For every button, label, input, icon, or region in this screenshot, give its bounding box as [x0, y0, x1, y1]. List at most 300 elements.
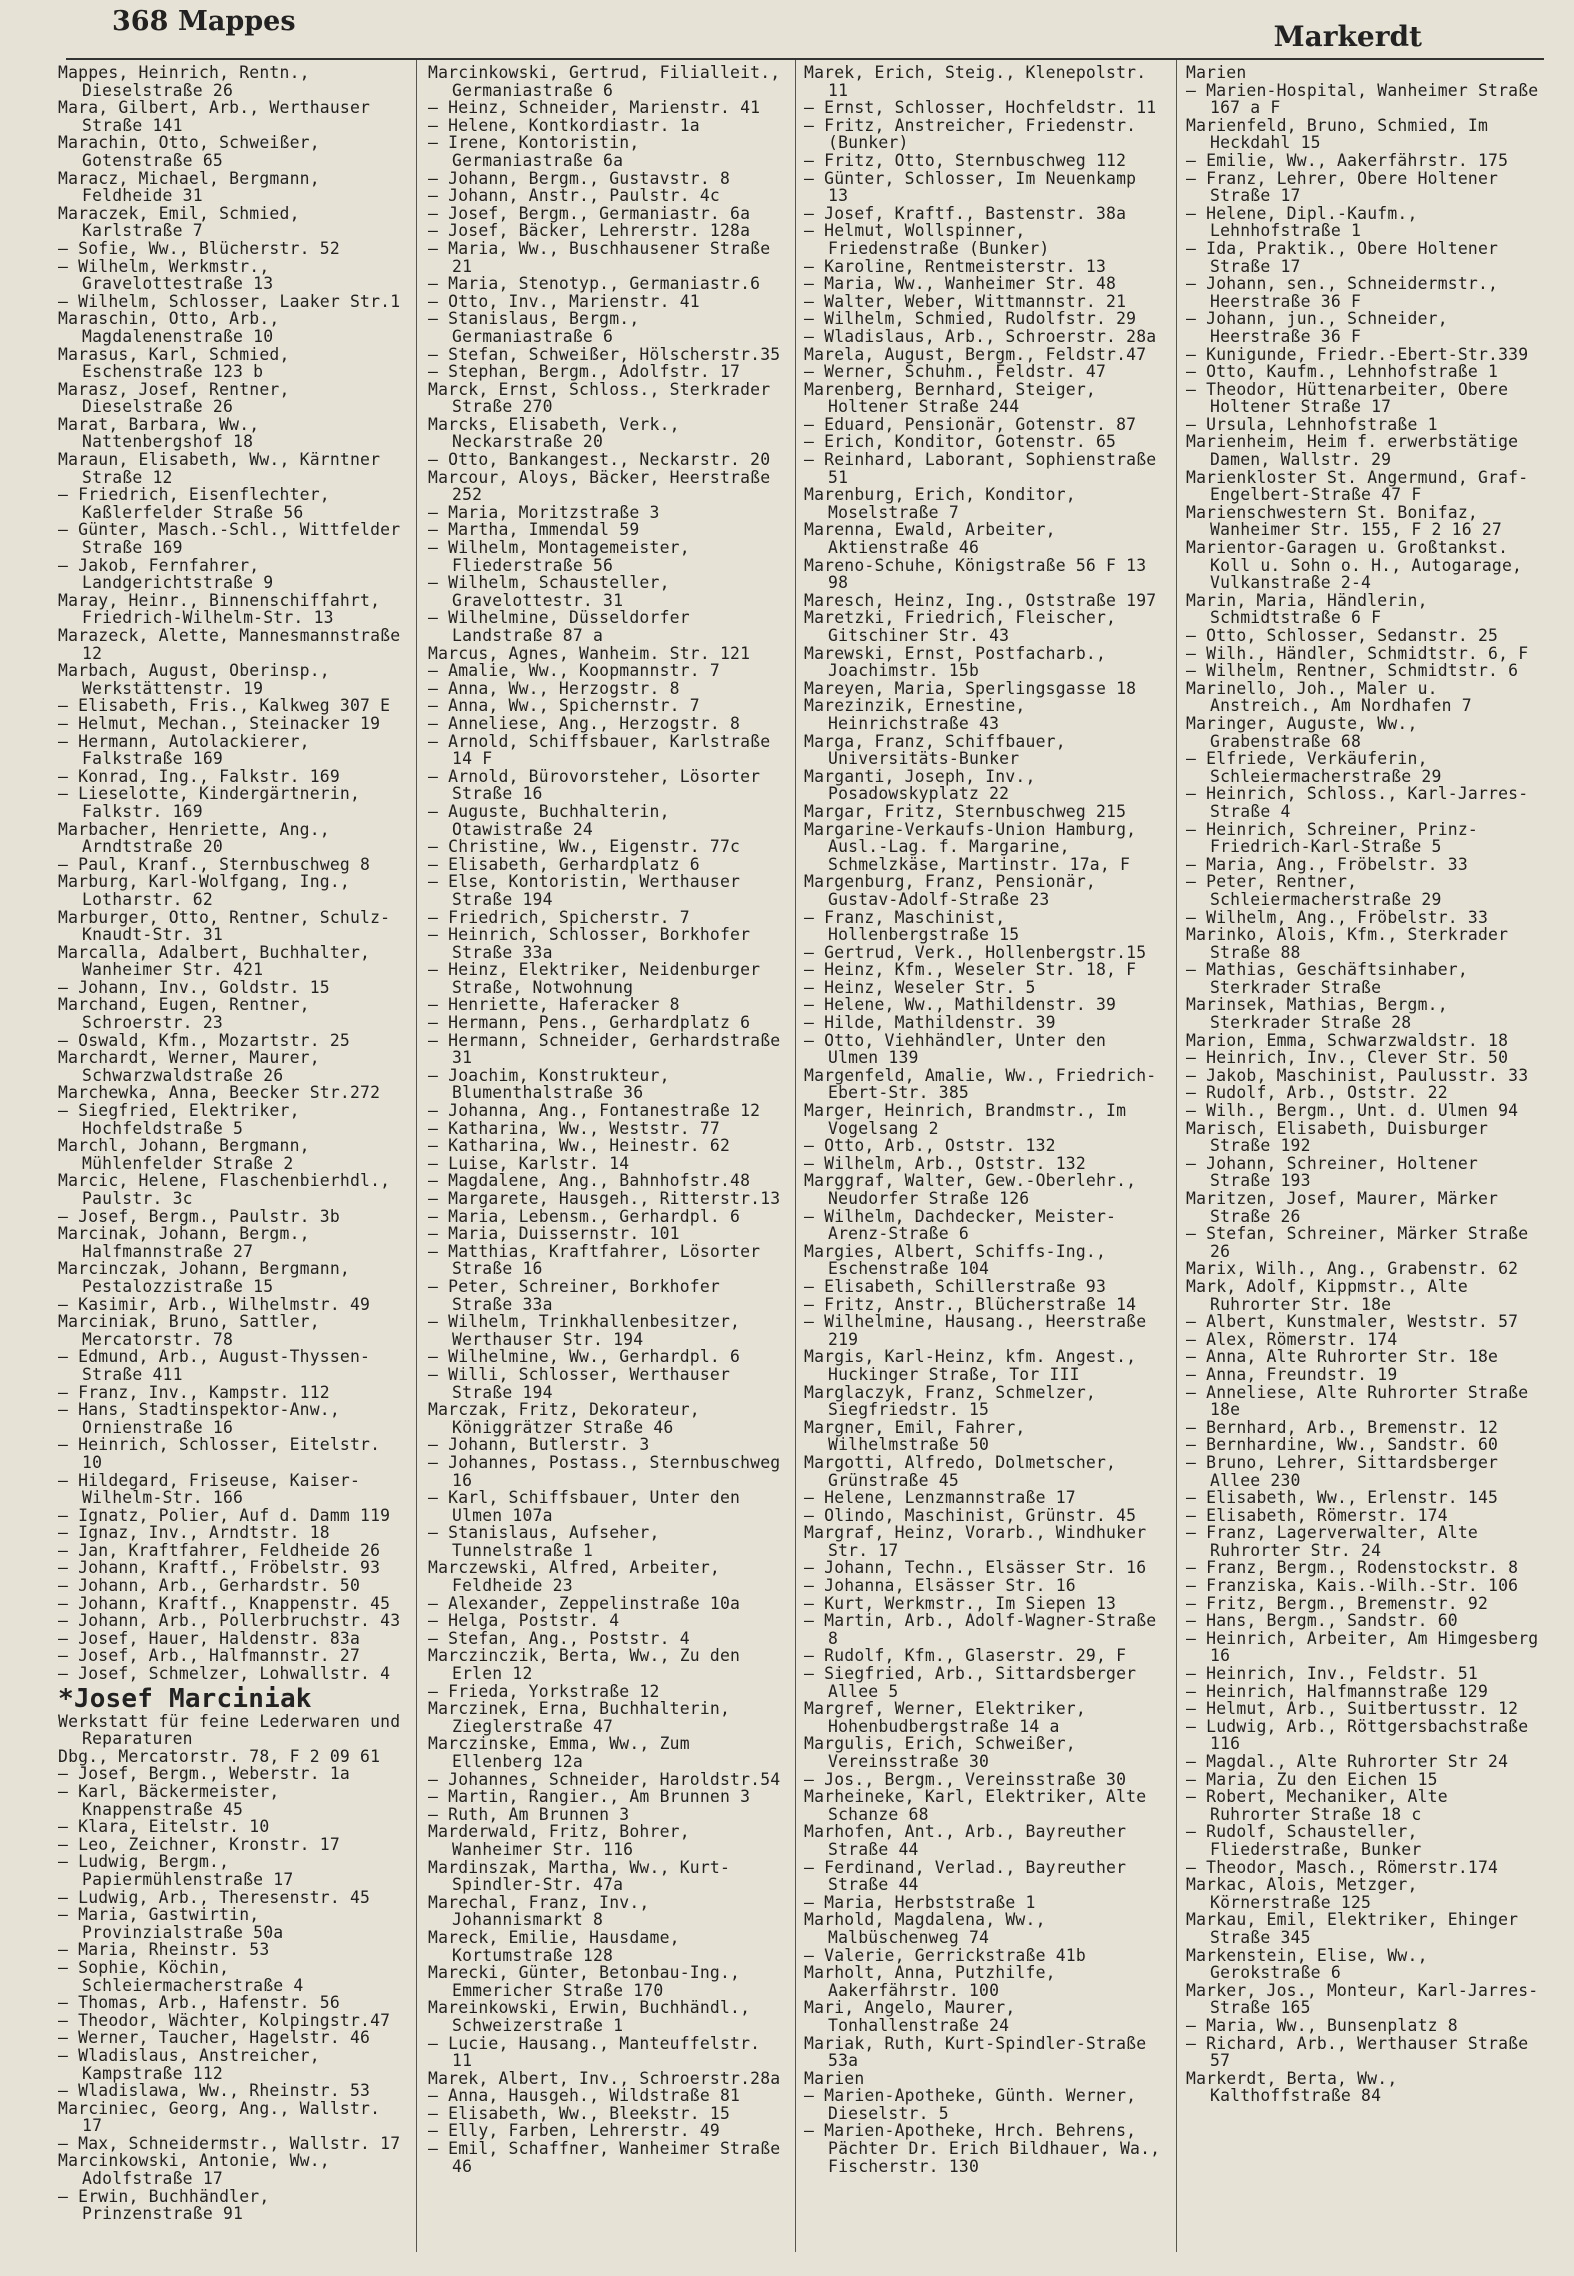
directory-entry: — Ludwig, Arb., Röttgersbachstraße 116 [1186, 1716, 1529, 1754]
directory-entry: — Magdalene, Ang., Bahnhofstr.48 [428, 1171, 751, 1191]
directory-entry: — Wladislawa, Ww., Rheinstr. 53 [58, 2081, 371, 2101]
directory-entry: — Johann, Bergm., Gustavstr. 8 [428, 168, 731, 188]
directory-entry: — Mathias, Geschäftsinhaber, Sterkrader Straße [1186, 960, 1468, 997]
directory-entry: Maray, Heinr., Binnenschiffahrt, Friedrich-Wilhelm-Str. 13 [58, 590, 381, 628]
directory-entry: Mark, Adolf, Kippmstr., Alte Ruhrorter Str. 18e [1186, 1276, 1468, 1314]
directory-entry: — Arnold, Bürovorsteher, Lösorter Straße 16 [428, 766, 761, 804]
page-header [0, 0, 1574, 62]
directory-entry: — Josef, Kraftf., Bastenstr. 38a [804, 203, 1127, 223]
directory-entry: — Rudolf, Kfm., Glaserstr. 29, F [804, 1646, 1127, 1666]
directory-entry: — Johann, jun., Schneider, Heerstraße 36 F [1186, 309, 1448, 346]
directory-entry: — Maria, Ww., Buschhausener Straße 21 [428, 238, 771, 276]
directory-entry: — Frieda, Yorkstraße 12 [428, 1681, 660, 1701]
directory-entry: Mappes, Heinrich, Rentn., Dieselstraße 26 [58, 64, 310, 100]
directory-entry: — Hildegard, Friseuse, Kaiser-Wilhelm-Str. 166 [58, 1470, 361, 1508]
directory-entry: — Elisabeth, Römerstr. 174 [1186, 1505, 1448, 1525]
directory-entry: — Helmut, Mechan., Steinacker 19 [58, 713, 381, 733]
directory-entry: — Heinrich, Halfmannstraße 129 [1186, 1681, 1489, 1701]
directory-entry: Marek, Erich, Steig., Klenepolstr. 11 [804, 64, 1147, 100]
directory-entry: — Wilhelm, Dachdecker, Meister-Arenz-Straße 6 [804, 1206, 1117, 1244]
directory-entry: Marezinzik, Ernestine, Heinrichstraße 43 [804, 696, 1026, 733]
directory-entry: — Helmut, Wollspinner, Friedenstraße (Bunker) [804, 221, 1050, 258]
directory-entry: — Theodor, Masch., Römerstr.174 [1186, 1857, 1499, 1877]
directory-entry: Marazeck, Alette, Mannesmannstraße 12 [58, 626, 401, 663]
directory-entry: — Johann, Schreiner, Holtener Straße 193 [1186, 1153, 1478, 1191]
directory-entry: — Josef, Bergm., Germaniastr. 6a [428, 203, 751, 223]
directory-entry: — Emilie, Ww., Aakerfährstr. 175 [1186, 150, 1509, 170]
directory-entry: — Martin, Rangier., Am Brunnen 3 [428, 1787, 751, 1807]
directory-entry: Markac, Alois, Metzger, Körnerstraße 125 [1186, 1875, 1418, 1912]
directory-entry: — Josef, Schmelzer, Lohwallstr. 4 [58, 1664, 391, 1684]
directory-entry: — Wilhelm, Montagemeister, Fliederstraße 56 [428, 538, 690, 575]
directory-entry: — Alex, Römerstr. 174 [1186, 1329, 1398, 1349]
directory-entry: Margarine-Verkaufs-Union Hamburg, Ausl.-Lag. f. Margarine, Schmelzkäse, Martinstr. 17a, F [804, 819, 1137, 874]
directory-entry: Marburger, Otto, Rentner, Schulz-Knaudt-Str. 31 [58, 907, 391, 945]
directory-entry: Mardinszak, Martha, Ww., Kurt-Spindler-Str. 47a [428, 1857, 731, 1895]
directory-entry: Marbacher, Henriette, Ang., Arndtstraße 20 [58, 819, 330, 857]
directory-entry: — Maria, Ww., Wanheimer Str. 48 [804, 274, 1117, 294]
directory-entry: Mara, Gilbert, Arb., Werthauser Straße 141 [58, 98, 371, 135]
directory-entry: — Katharina, Ww., Weststr. 77 [428, 1118, 720, 1138]
directory-entry: Marker, Jos., Monteur, Karl-Jarres-Straße 165 [1186, 1980, 1539, 2018]
directory-entry: Marienkloster St. Angermund, Graf-Engelbert-Straße 47 F [1186, 467, 1529, 505]
directory-entry: Marienheim, Heim f. erwerbstätige Damen, Wallstr. 29 [1186, 432, 1519, 470]
directory-entry: — Karl, Schiffsbauer, Unter den Ulmen 107a [428, 1488, 741, 1525]
directory-entry: — Konrad, Ing., Falkstr. 169 [58, 766, 340, 786]
directory-entry: Maraczek, Emil, Schmied, Karlstraße 7 [58, 203, 300, 241]
directory-entry: — Franz, Maschinist, Hollenbergstraße 15 [804, 907, 1020, 945]
directory-entry: — Olindo, Maschinist, Grünstr. 45 [804, 1505, 1137, 1525]
column-divider [416, 60, 417, 2252]
directory-entry: — Helene, Ww., Mathildenstr. 39 [804, 995, 1117, 1015]
directory-entry: Marczak, Fritz, Dekorateur, Königgrätzer Straße 46 [428, 1400, 700, 1437]
directory-entry: — Martin, Arb., Adolf-Wagner-Straße 8 [804, 1611, 1157, 1648]
directory-entry: *Josef Marciniak [58, 1683, 312, 1714]
directory-entry: — Erich, Konditor, Gotenstr. 65 [804, 432, 1117, 452]
directory-entry: — Anna, Ww., Herzogstr. 8 [428, 678, 680, 698]
directory-entry: — Otto, Schlosser, Sedanstr. 25 [1186, 626, 1499, 645]
directory-entry: — Bernhardine, Ww., Sandstr. 60 [1186, 1435, 1499, 1455]
directory-entry: — Hilde, Mathildenstr. 39 [804, 1013, 1056, 1033]
directory-entry: Marien [804, 2068, 865, 2088]
directory-entry: Marga, Franz, Schiffbauer, Universitäts-Bunker [804, 731, 1066, 769]
directory-entry: — Richard, Arb., Werthauser Straße 57 [1186, 2033, 1529, 2071]
directory-entry: — Johann, Anstr., Paulstr. 4c [428, 186, 720, 206]
directory-entry: — Franz, Inv., Kampstr. 112 [58, 1382, 330, 1402]
directory-entry: — Maria, Lebensm., Gerhardpl. 6 [428, 1206, 741, 1226]
directory-entry: — Fritz, Bergm., Bremenstr. 92 [1186, 1593, 1489, 1613]
directory-entry: — Eduard, Pensionär, Gotenstr. 87 [804, 414, 1137, 434]
directory-entry: — Wilhelm, Schausteller, Gravelottestr. 31 [428, 573, 670, 610]
directory-entry: Markenstein, Elise, Ww., Gerokstraße 6 [1186, 1945, 1428, 1983]
directory-entry: — Stefan, Schweißer, Hölscherstr.35 [428, 344, 781, 364]
directory-entry: — Otto, Arb., Oststr. 132 [804, 1136, 1056, 1156]
directory-entry: — Josef, Bäcker, Lehrerstr. 128a [428, 221, 751, 241]
directory-entry: — Valerie, Gerrickstraße 41b [804, 1945, 1086, 1965]
directory-entry: — Kurt, Werkmstr., Im Siepen 13 [804, 1593, 1117, 1613]
directory-entry: Marinello, Joh., Maler u. Anstreich., Am Nordhafen 7 [1186, 678, 1472, 716]
directory-entry: — Ruth, Am Brunnen 3 [428, 1804, 630, 1824]
directory-entry: — Klara, Eitelstr. 10 [58, 1817, 270, 1837]
directory-entry: — Otto, Viehhändler, Unter den Ulmen 139 [804, 1030, 1107, 1068]
directory-entry: — Katharina, Ww., Heinestr. 62 [428, 1136, 731, 1156]
directory-entry: Marczinczik, Berta, Ww., Zu den Erlen 12 [428, 1646, 741, 1684]
directory-entry: — Martha, Immendal 59 [428, 520, 640, 540]
directory-entry: Marchewka, Anna, Beecker Str.272 [58, 1083, 381, 1103]
directory-entry: — Bernhard, Arb., Bremenstr. 12 [1186, 1417, 1499, 1437]
directory-entry: Margar, Fritz, Sternbuschweg 215 [804, 801, 1127, 821]
directory-entry: — Henriette, Haferacker 8 [428, 995, 680, 1015]
directory-entry: — Christine, Ww., Eigenstr. 77c [428, 837, 741, 857]
directory-entry: — Günter, Masch.-Schl., Wittfelder Straße 169 [58, 520, 401, 558]
directory-entry: — Wilhelm, Arb., Oststr. 132 [804, 1153, 1086, 1173]
directory-entry: — Werner, Taucher, Hagelstr. 46 [58, 2028, 371, 2048]
directory-entry: — Johanna, Ang., Fontanestraße 12 [428, 1101, 761, 1121]
directory-entry: — Stanislaus, Aufseher, Tunnelstraße 1 [428, 1523, 660, 1560]
directory-entry: — Karoline, Rentmeisterstr. 13 [804, 256, 1107, 276]
directory-entry: — Fritz, Anstr., Blücherstraße 14 [804, 1294, 1137, 1314]
directory-entry: — Johann, sen., Schneidermstr., Heerstraße 36 F [1186, 274, 1499, 311]
directory-entry: — Maria, Herbststraße 1 [804, 1892, 1036, 1912]
directory-entry: — Elisabeth, Fris., Kalkweg 307 E [58, 696, 391, 716]
directory-entry: — Wladislaus, Arb., Schroerstr. 28a [804, 326, 1157, 346]
directory-entry: Margis, Karl-Heinz, kfm. Angest., Huckinger Straße, Tor III [804, 1347, 1137, 1384]
directory-entry: — Jakob, Maschinist, Paulusstr. 33 [1186, 1065, 1529, 1085]
directory-entry: — Maria, Moritzstraße 3 [428, 502, 660, 522]
directory-entry: Margulis, Erich, Schweißer, Vereinsstraße 30 [804, 1734, 1076, 1771]
directory-entry: Maretzki, Friedrich, Fleischer, Gitschiner Str. 43 [804, 608, 1117, 645]
directory-entry: — Magdal., Alte Ruhrorter Str 24 [1186, 1752, 1509, 1771]
directory-entry: — Heinrich, Schloss., Karl-Jarres-Straße 4 [1186, 784, 1529, 821]
directory-entry: — Erwin, Buchhändler, Prinzenstraße 91 [58, 2186, 270, 2224]
directory-entry: — Johann, Arb., Pollerbruchstr. 43 [58, 1611, 401, 1631]
directory-entry: Maresch, Heinz, Ing., Oststraße 197 [804, 590, 1157, 610]
directory-entry: Mariak, Ruth, Kurt-Spindler-Straße 53a [804, 2033, 1147, 2071]
directory-entry: — Hans, Bergm., Sandstr. 60 [1186, 1611, 1458, 1631]
directory-entry: — Anneliese, Alte Ruhrorter Straße 18e [1186, 1382, 1529, 1420]
directory-entry: — Maria, Stenotyp., Germaniastr.6 [428, 274, 761, 294]
directory-entry: Marchand, Eugen, Rentner, Schroerstr. 23 [58, 995, 310, 1033]
directory-entry: — Helene, Lenzmannstraße 17 [804, 1488, 1076, 1508]
column-4 [1186, 64, 1542, 2252]
directory-entry: — Franziska, Kais.-Wilh.-Str. 106 [1186, 1576, 1519, 1596]
column-divider [1176, 60, 1177, 2252]
directory-entry: Marhold, Magdalena, Ww., Malbüschenweg 74 [804, 1910, 1046, 1947]
directory-entry: Marhofen, Ant., Arb., Bayreuther Straße 44 [804, 1822, 1127, 1859]
directory-entry: — Irene, Kontoristin, Germaniastraße 6a [428, 133, 640, 170]
directory-entry: Marinsek, Mathias, Bergm., Sterkrader Straße 28 [1186, 995, 1448, 1033]
directory-entry: — Ludwig, Bergm., Papiermühlenstraße 17 [58, 1852, 294, 1889]
directory-entry: Marczinske, Emma, Ww., Zum Ellenberg 12a [428, 1734, 690, 1771]
directory-entry: — Wilhelm, Schlosser, Laaker Str.1 [58, 291, 401, 311]
directory-entry: Marcks, Elisabeth, Verk., Neckarstraße 20 [428, 414, 680, 452]
directory-entry: Margenburg, Franz, Pensionär, Gustav-Adolf-Straße 23 [804, 872, 1096, 909]
directory-entry: Marger, Heinrich, Brandmstr., Im Vogelsang 2 [804, 1101, 1127, 1138]
directory-entry: — Helmut, Arb., Suitbertusstr. 12 [1186, 1699, 1519, 1719]
column-3 [804, 64, 1166, 2252]
directory-entry: — Franz, Lehrer, Obere Holtener Straße 17 [1186, 168, 1499, 206]
directory-entry: Maraschin, Otto, Arb., Magdalenenstraße 10 [58, 309, 280, 346]
directory-entry: — Joachim, Konstrukteur, Blumenthalstraße 36 [428, 1065, 670, 1103]
directory-entry: Maraun, Elisabeth, Ww., Kärntner Straße 12 [58, 450, 381, 487]
directory-entry: Marientor-Garagen u. Großtankst. Koll u. Sohn o. H., Autogarage, Vulkanstraße 2-4 [1186, 538, 1523, 593]
directory-entry: — Emil, Schaffner, Wanheimer Straße 46 [428, 2139, 781, 2176]
directory-entry: — Wilhelmine, Ww., Gerhardpl. 6 [428, 1347, 741, 1367]
directory-entry: — Hermann, Schneider, Gerhardstraße 31 [428, 1030, 781, 1068]
directory-entry: — Jos., Bergm., Vereinsstraße 30 [804, 1769, 1127, 1789]
directory-entry: Marcic, Helene, Flaschenbierhdl., Paulstr. 3c [58, 1171, 391, 1208]
header-last-entry: Markerdt [1273, 20, 1422, 53]
directory-entry: — Margarete, Hausgeh., Ritterstr.13 [428, 1189, 781, 1208]
directory-entry: Maritzen, Josef, Maurer, Märker Straße 26 [1186, 1189, 1499, 1226]
directory-entry: — Edmund, Arb., August-Thyssen-Straße 411 [58, 1347, 371, 1384]
directory-entry: — Helene, Kontkordiastr. 1a [428, 115, 700, 135]
directory-entry: — Anna, Alte Ruhrorter Str. 18e [1186, 1347, 1499, 1367]
directory-entry: Marasus, Karl, Schmied, Eschenstraße 123 b [58, 344, 290, 382]
directory-entry: — Paul, Kranf., Sternbuschweg 8 [58, 854, 371, 874]
directory-entry: — Anna, Hausgeh., Wildstraße 81 [428, 2086, 741, 2106]
directory-entry: — Otto, Inv., Marienstr. 41 [428, 291, 700, 311]
directory-entry: — Otto, Kaufm., Lehnhofstraße 1 [1186, 362, 1499, 382]
directory-entry: — Elisabeth, Schillerstraße 93 [804, 1276, 1107, 1296]
directory-entry: — Elly, Farben, Lehrerstr. 49 [428, 2121, 720, 2141]
directory-entry: — Johann, Kraftf., Knappenstr. 45 [58, 1593, 391, 1613]
directory-entry: Werkstatt für feine Lederwaren und Reparaturen [58, 1711, 401, 1749]
directory-entry: Mareck, Emilie, Hausdame, Kortumstraße 128 [428, 1927, 680, 1965]
directory-entry: Marien [1186, 64, 1247, 82]
directory-entry: — Ferdinand, Verlad., Bayreuther Straße 44 [804, 1857, 1127, 1895]
directory-entry: — Theodor, Wächter, Kolpingstr.47 [58, 2010, 391, 2030]
directory-entry: Marciniec, Georg, Ang., Wallstr. 17 [58, 2098, 381, 2136]
directory-entry: — Stephan, Bergm., Adolfstr. 17 [428, 362, 741, 382]
directory-entry: — Siegfried, Arb., Sittardsberger Allee 5 [804, 1664, 1137, 1701]
directory-entry: — Luise, Karlstr. 14 [428, 1153, 630, 1173]
directory-entry: — Wilhelm, Trinkhallenbesitzer, Werthauser Str. 194 [428, 1312, 741, 1349]
directory-entry: Marchardt, Werner, Maurer, Schwarzwaldstraße 26 [58, 1048, 320, 1085]
directory-entry: — Ignatz, Polier, Auf d. Damm 119 [58, 1505, 391, 1525]
directory-entry: Maracz, Michael, Bergmann, Feldheide 31 [58, 168, 320, 206]
directory-entry: — Heinrich, Inv., Feldstr. 51 [1186, 1664, 1478, 1684]
directory-entry: Marienfeld, Bruno, Schmied, Im Heckdahl 15 [1186, 115, 1489, 153]
directory-entry: Marcinczak, Johann, Bergmann, Pestalozzistraße 15 [58, 1259, 350, 1296]
directory-entry: Mareinkowski, Erwin, Buchhändl., Schweizerstraße 1 [428, 1998, 751, 2035]
directory-entry: Marenburg, Erich, Konditor, Moselstraße 7 [804, 485, 1076, 522]
directory-entry: Margref, Werner, Elektriker, Hohenbudbergstraße 14 a [804, 1699, 1086, 1736]
directory-entry: — Gertrud, Verk., Hollenbergstr.15 [804, 942, 1147, 962]
directory-entry: Marck, Ernst, Schloss., Sterkrader Straße 270 [428, 379, 771, 417]
directory-entry: Marechal, Franz, Inv., Johannismarkt 8 [428, 1892, 650, 1930]
directory-entry: Marek, Albert, Inv., Schroerstr.28a [428, 2068, 781, 2088]
directory-entry: Marcour, Aloys, Bäcker, Heerstraße 252 [428, 467, 771, 505]
directory-entry: — Hans, Stadtinspektor-Anw., Ornienstraße 16 [58, 1400, 340, 1437]
directory-entry: — Hermann, Pens., Gerhardplatz 6 [428, 1013, 751, 1033]
directory-entry: Marholt, Anna, Putzhilfe, Aakerfährstr. 100 [804, 1963, 1056, 2000]
directory-entry: Marasz, Josef, Rentner, Dieselstraße 26 [58, 379, 290, 417]
directory-entry: — Johann, Inv., Goldstr. 15 [58, 977, 330, 997]
directory-entry: — Else, Kontoristin, Werthauser Straße 194 [428, 872, 741, 909]
column-1 [58, 64, 406, 2252]
directory-entry: — Elisabeth, Ww., Erlenstr. 145 [1186, 1488, 1499, 1508]
directory-entry: Marczinek, Erna, Buchhalterin, Zieglerstraße 47 [428, 1699, 731, 1736]
directory-entry: Marcalla, Adalbert, Buchhalter, Wanheimer Str. 421 [58, 942, 371, 980]
directory-entry: Marewski, Ernst, Postfacharb., Joachimstr. 15b [804, 643, 1107, 681]
directory-entry: Marciniak, Bruno, Sattler, Mercatorstr. 78 [58, 1312, 320, 1349]
directory-entry: Marheineke, Karl, Elektriker, Alte Schanze 68 [804, 1787, 1147, 1824]
directory-entry: — Heinz, Elektriker, Neidenburger Straße, Notwohnung [428, 960, 761, 997]
directory-entry: — Peter, Schreiner, Borkhofer Straße 33a [428, 1276, 720, 1314]
directory-entry: — Fritz, Anstreicher, Friedenstr. (Bunker) [804, 115, 1137, 153]
directory-entry: — Wilh., Bergm., Unt. d. Ulmen 94 [1186, 1101, 1519, 1121]
directory-entry: — Sofie, Ww., Blücherstr. 52 [58, 238, 340, 258]
directory-entry: — Theodor, Hüttenarbeiter, Obere Holtener Straße 17 [1186, 379, 1509, 417]
directory-entry: — Johann, Butlerstr. 3 [428, 1435, 650, 1455]
directory-entry: — Stefan, Schreiner, Märker Straße 26 [1186, 1224, 1529, 1261]
directory-entry: — Elisabeth, Ww., Bleekstr. 15 [428, 2103, 731, 2123]
directory-entry: Margotti, Alfredo, Dolmetscher, Grünstraße 45 [804, 1452, 1117, 1490]
directory-entry: — Maria, Ang., Fröbelstr. 33 [1186, 854, 1468, 874]
directory-entry: Marinko, Alois, Kfm., Sterkrader Straße 88 [1186, 925, 1509, 962]
directory-entry: Marczewski, Alfred, Arbeiter, Feldheide 23 [428, 1558, 720, 1596]
directory-entry: — Maria, Ww., Bunsenplatz 8 [1186, 2015, 1458, 2035]
page-number: 368 [112, 6, 169, 37]
directory-entry: — Hermann, Autolackierer, Falkstraße 169 [58, 731, 310, 769]
directory-entry: — Kunigunde, Friedr.-Ebert-Str.339 [1186, 344, 1529, 364]
directory-entry: — Marien-Apotheke, Hrch. Behrens, Pächter Dr. Erich Bildhauer, Wa., Fischerstr. 130 [804, 2121, 1161, 2176]
directory-entry: Margenfeld, Amalie, Ww., Friedrich-Ebert-Str. 385 [804, 1065, 1157, 1103]
directory-entry: — Jakob, Fernfahrer, Landgerichtstraße 9 [58, 555, 274, 593]
directory-entry: — Johannes, Postass., Sternbuschweg 16 [428, 1452, 781, 1490]
directory-entry: — Elisabeth, Gerhardplatz 6 [428, 854, 700, 874]
directory-entry: Marela, August, Bergm., Feldstr.47 [804, 344, 1147, 364]
directory-entry: — Johannes, Schneider, Haroldstr.54 [428, 1769, 781, 1789]
directory-entry: — Rudolf, Arb., Oststr. 22 [1186, 1083, 1448, 1103]
directory-entry: — Arnold, Schiffsbauer, Karlstraße 14 F [428, 731, 771, 769]
directory-entry: — Anneliese, Ang., Herzogstr. 8 [428, 713, 741, 733]
directory-entry: — Walter, Weber, Wittmannstr. 21 [804, 291, 1127, 311]
directory-entry: — Werner, Schuhm., Feldstr. 47 [804, 362, 1107, 382]
directory-entry: Mareyen, Maria, Sperlingsgasse 18 [804, 678, 1137, 698]
directory-entry: — Johann, Arb., Gerhardstr. 50 [58, 1576, 361, 1596]
header-rule [66, 58, 1544, 60]
directory-entry: — Elfriede, Verkäuferin, Schleiermacherstraße 29 [1186, 749, 1442, 786]
directory-entry: — Wilhelm, Ang., Fröbelstr. 33 [1186, 907, 1489, 927]
directory-entry: — Josef, Arb., Halfmannstr. 27 [58, 1646, 361, 1666]
directory-entry: — Heinrich, Inv., Clever Str. 50 [1186, 1048, 1509, 1068]
directory-entry: Markerdt, Berta, Ww., Kalthoffstraße 84 [1186, 2068, 1398, 2106]
directory-entry: — Wilh., Händler, Schmidtstr. 6, F [1186, 643, 1529, 663]
directory-entry: Marburg, Karl-Wolfgang, Ing., Lotharstr. 62 [58, 872, 350, 909]
directory-entry: — Stanislaus, Bergm., Germaniastraße 6 [428, 309, 640, 346]
directory-entry: — Otto, Bankangest., Neckarstr. 20 [428, 450, 771, 470]
directory-entry: — Siegfried, Elektriker, Hochfeldstraße 5 [58, 1101, 300, 1138]
directory-entry: Marglaczyk, Franz, Schmelzer, Siegfriedstr. 15 [804, 1382, 1096, 1420]
directory-entry: Marenberg, Bernhard, Steiger, Holtener Straße 244 [804, 379, 1096, 417]
directory-entry: Marachin, Otto, Schweißer, Gotenstraße 65 [58, 133, 320, 170]
directory-entry: Maringer, Auguste, Ww., Grabenstraße 68 [1186, 713, 1418, 751]
directory-entry: Marcinkowski, Gertrud, Filialleit., Germaniastraße 6 [428, 64, 781, 100]
directory-entry: — Heinrich, Arbeiter, Am Himgesberg 16 [1186, 1628, 1539, 1666]
directory-entry: — Jan, Kraftfahrer, Feldheide 26 [58, 1540, 381, 1560]
directory-entry: — Albert, Kunstmaler, Weststr. 57 [1186, 1312, 1519, 1332]
directory-entry: — Robert, Mechaniker, Alte Ruhrorter Straße 18 c [1186, 1787, 1448, 1824]
directory-entry: Marbach, August, Oberinsp., Werkstättenstr. 19 [58, 661, 330, 698]
directory-entry: — Oswald, Kfm., Mozartstr. 25 [58, 1030, 350, 1050]
directory-entry: — Leo, Zeichner, Kronstr. 17 [58, 1834, 340, 1854]
directory-entry: — Josef, Bergm., Paulstr. 3b [58, 1206, 340, 1226]
directory-entry: — Maria, Duissernstr. 101 [428, 1224, 680, 1244]
directory-entry: Marcinak, Johann, Bergm., Halfmannstraße 27 [58, 1224, 310, 1261]
directory-entry: — Auguste, Buchhalterin, Otawistraße 24 [428, 801, 670, 839]
directory-entry: — Amalie, Ww., Koopmannstr. 7 [428, 661, 720, 681]
directory-entry: — Heinrich, Schlosser, Eitelstr. 10 [58, 1435, 381, 1472]
directory-entry: Mareno-Schuhe, Königstraße 56 F 13 98 [804, 555, 1147, 593]
directory-entry: — Matthias, Kraftfahrer, Lösorter Straße 16 [428, 1241, 761, 1279]
directory-entry: — Karl, Bäckermeister, Knappenstraße 45 [58, 1782, 280, 1819]
directory-entry: — Franz, Lagerverwalter, Alte Ruhrorter Str. 24 [1186, 1523, 1478, 1560]
directory-entry: — Wilhelm, Schmied, Rudolfstr. 29 [804, 309, 1137, 329]
directory-entry: — Johann, Techn., Elsässer Str. 16 [804, 1558, 1147, 1578]
directory-entry: — Bruno, Lehrer, Sittardsberger Allee 230 [1186, 1452, 1499, 1490]
directory-entry: Marecki, Günter, Betonbau-Ing., Emmericher Straße 170 [428, 1963, 741, 2000]
directory-entry: — Max, Schneidermstr., Wallstr. 17 [58, 2133, 401, 2153]
directory-entry: — Fritz, Otto, Sternbuschweg 112 [804, 150, 1127, 170]
directory-entry: Marisch, Elisabeth, Duisburger Straße 192 [1186, 1118, 1489, 1156]
directory-entry: — Josef, Hauer, Haldenstr. 83a [58, 1628, 361, 1648]
directory-entry: Marion, Emma, Schwarzwaldstr. 18 [1186, 1030, 1509, 1050]
directory-entry: — Wilhelmine, Düsseldorfer Landstraße 87 a [428, 608, 690, 645]
directory-entry: Marggraf, Walter, Gew.-Oberlehr., Neudorfer Straße 126 [804, 1171, 1137, 1208]
directory-entry: — Lieselotte, Kindergärtnerin, Falkstr. 169 [58, 784, 361, 821]
directory-entry: Markau, Emil, Elektriker, Ehinger Straße 345 [1186, 1910, 1519, 1947]
directory-entry: Marderwald, Fritz, Bohrer, Wanheimer Str. 116 [428, 1822, 690, 1859]
directory-entry: — Heinrich, Schlosser, Borkhofer Straße 33a [428, 925, 751, 962]
directory-entry: — Thomas, Arb., Hafenstr. 56 [58, 1993, 340, 2013]
directory-entry: — Helga, Poststr. 4 [428, 1611, 620, 1631]
directory-entry: — Ludwig, Arb., Theresenstr. 45 [58, 1887, 371, 1907]
directory-entry: — Günter, Schlosser, Im Neuenkamp 13 [804, 168, 1137, 206]
directory-entry: — Johanna, Elsässer Str. 16 [804, 1576, 1076, 1596]
directory-entry: — Ernst, Schlosser, Hochfeldstr. 11 [804, 98, 1157, 118]
directory-entry: — Ursula, Lehnhofstraße 1 [1186, 414, 1438, 434]
directory-entry: Marchl, Johann, Bergmann, Mühlenfelder Straße 2 [58, 1136, 310, 1173]
directory-entry: Dbg., Mercatorstr. 78, F 2 09 61 [58, 1746, 381, 1766]
directory-entry: — Heinz, Schneider, Marienstr. 41 [428, 98, 761, 118]
directory-entry: — Wilhelm, Rentner, Schmidtstr. 6 [1186, 661, 1519, 681]
directory-entry: — Stefan, Ang., Poststr. 4 [428, 1628, 690, 1648]
directory-entry: — Reinhard, Laborant, Sophienstraße 51 [804, 450, 1157, 487]
directory-entry: Margies, Albert, Schiffs-Ing., Eschenstraße 104 [804, 1241, 1107, 1279]
directory-entry: — Friedrich, Spicherstr. 7 [428, 907, 690, 927]
directory-entry: — Ignaz, Inv., Arndtstr. 18 [58, 1523, 330, 1543]
directory-entry: — Ida, Praktik., Obere Holtener Straße 17 [1186, 238, 1499, 276]
directory-entry: Margraf, Heinz, Vorarb., Windhuker Str. 17 [804, 1523, 1147, 1560]
directory-entry: — Maria, Gastwirtin, Provinzialstraße 50a [58, 1905, 284, 1942]
directory-entry: — Heinz, Weseler Str. 5 [804, 977, 1036, 997]
directory-entry: Marienschwestern St. Bonifaz, Wanheimer Str. 155, F 2 16 27 [1186, 502, 1502, 540]
directory-entry: — Lucie, Hausang., Manteuffelstr. 11 [428, 2033, 761, 2071]
directory-entry: — Peter, Rentner, Schleiermacherstraße 29 [1186, 872, 1442, 909]
directory-entry: — Sophie, Köchin, Schleiermacherstraße 4 [58, 1957, 304, 1995]
directory-entry: Margner, Emil, Fahrer, Wilhelmstraße 50 [804, 1417, 1026, 1455]
column-divider [795, 60, 796, 2252]
directory-entry: — Wilhelmine, Hausang., Heerstraße 219 [804, 1312, 1147, 1349]
directory-entry: — Anna, Freundstr. 19 [1186, 1364, 1398, 1384]
directory-entry: — Josef, Bergm., Weberstr. 1a [58, 1764, 350, 1784]
directory-entry: Marat, Barbara, Ww., Nattenbergshof 18 [58, 414, 260, 452]
directory-entry: Marin, Maria, Händlerin, Schmidtstraße 6 F [1186, 590, 1428, 628]
directory-entry: — Maria, Rheinstr. 53 [58, 1940, 270, 1960]
directory-entry: — Anna, Ww., Spichernstr. 7 [428, 696, 700, 716]
